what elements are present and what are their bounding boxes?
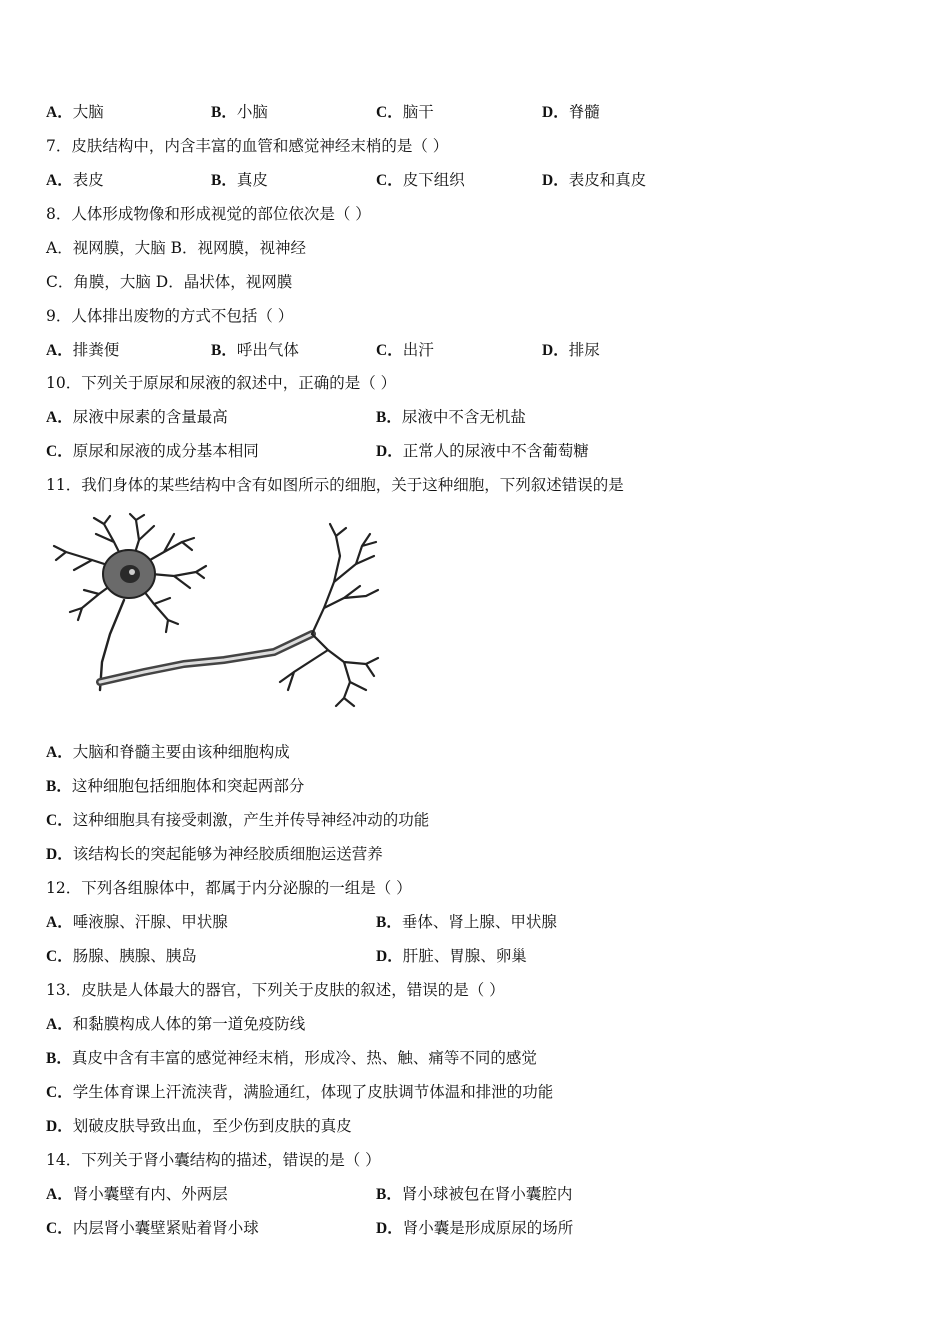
q10-option-b[interactable]: B．尿液中不含无机盐 <box>376 408 526 426</box>
q7-option-c[interactable]: C．皮下组织 <box>376 171 465 189</box>
q14-stem: 14．下列关于肾小囊结构的描述，错误的是（ ） <box>46 1151 381 1169</box>
q14-option-b[interactable]: B．肾小球被包在肾小囊腔内 <box>376 1185 573 1203</box>
neuron-illustration <box>44 512 384 712</box>
q9-option-b[interactable]: B．呼出气体 <box>211 341 299 359</box>
q12-option-a[interactable]: A．唾液腺、汗腺、甲状腺 <box>46 913 228 931</box>
q6-option-a[interactable]: A．大脑 <box>46 103 104 121</box>
q9-option-a[interactable]: A．排粪便 <box>46 341 120 359</box>
q14-option-c[interactable]: C．内层肾小囊壁紧贴着肾小球 <box>46 1219 259 1237</box>
q10-option-c[interactable]: C．原尿和尿液的成分基本相同 <box>46 442 259 460</box>
q13-stem: 13．皮肤是人体最大的器官，下列关于皮肤的叙述，错误的是（ ） <box>46 981 505 999</box>
q12-stem: 12．下列各组腺体中，都属于内分泌腺的一组是（ ） <box>46 879 412 897</box>
q11-option-d[interactable]: D．该结构长的突起能够为神经胶质细胞运送营养 <box>46 845 383 863</box>
q14-option-a[interactable]: A．肾小囊壁有内、外两层 <box>46 1185 228 1203</box>
q8-stem: 8．人体形成物像和形成视觉的部位依次是（ ） <box>46 205 371 223</box>
q8-options-row-2[interactable]: C．角膜，大脑 D．晶状体，视网膜 <box>46 273 293 291</box>
q7-option-b[interactable]: B．真皮 <box>211 171 268 189</box>
q6-option-c[interactable]: C．脑干 <box>376 103 434 121</box>
q14-option-d[interactable]: D．肾小囊是形成原尿的场所 <box>376 1219 574 1237</box>
q11-stem: 11．我们身体的某些结构中含有如图所示的细胞，关于这种细胞，下列叙述错误的是 <box>46 476 624 494</box>
q11-option-a[interactable]: A．大脑和脊髓主要由该种细胞构成 <box>46 743 290 761</box>
q13-option-a[interactable]: A．和黏膜构成人体的第一道免疫防线 <box>46 1015 306 1033</box>
q7-option-d[interactable]: D．表皮和真皮 <box>542 171 647 189</box>
q9-option-c[interactable]: C．出汗 <box>376 341 434 359</box>
q12-option-b[interactable]: B．垂体、肾上腺、甲状腺 <box>376 913 557 931</box>
q7-stem: 7．皮肤结构中，内含丰富的血管和感觉神经末梢的是（ ） <box>46 137 449 155</box>
q12-option-d[interactable]: D．肝脏、胃腺、卵巢 <box>376 947 527 965</box>
q9-option-d[interactable]: D．排尿 <box>542 341 600 359</box>
q10-option-d[interactable]: D．正常人的尿液中不含葡萄糖 <box>376 442 589 460</box>
q10-stem: 10．下列关于原尿和尿液的叙述中，正确的是（ ） <box>46 374 397 392</box>
q13-option-c[interactable]: C．学生体育课上汗流浃背，满脸通红，体现了皮肤调节体温和排泄的功能 <box>46 1083 554 1101</box>
q7-option-a[interactable]: A．表皮 <box>46 171 104 189</box>
q8-options-row-1[interactable]: A．视网膜，大脑 B．视网膜，视神经 <box>46 239 307 257</box>
q12-option-c[interactable]: C．肠腺、胰腺、胰岛 <box>46 947 197 965</box>
q6-option-d[interactable]: D．脊髓 <box>542 103 600 121</box>
q13-option-d[interactable]: D．划破皮肤导致出血，至少伤到皮肤的真皮 <box>46 1117 352 1135</box>
q11-option-c[interactable]: C．这种细胞具有接受刺激，产生并传导神经冲动的功能 <box>46 811 430 829</box>
q10-option-a[interactable]: A．尿液中尿素的含量最高 <box>46 408 228 426</box>
q13-option-b[interactable]: B．真皮中含有丰富的感觉神经末梢，形成冷、热、触、痛等不同的感觉 <box>46 1049 537 1067</box>
q9-stem: 9．人体排出废物的方式不包括（ ） <box>46 307 294 325</box>
q11-option-b[interactable]: B．这种细胞包括细胞体和突起两部分 <box>46 777 305 795</box>
q6-option-b[interactable]: B．小脑 <box>211 103 268 121</box>
